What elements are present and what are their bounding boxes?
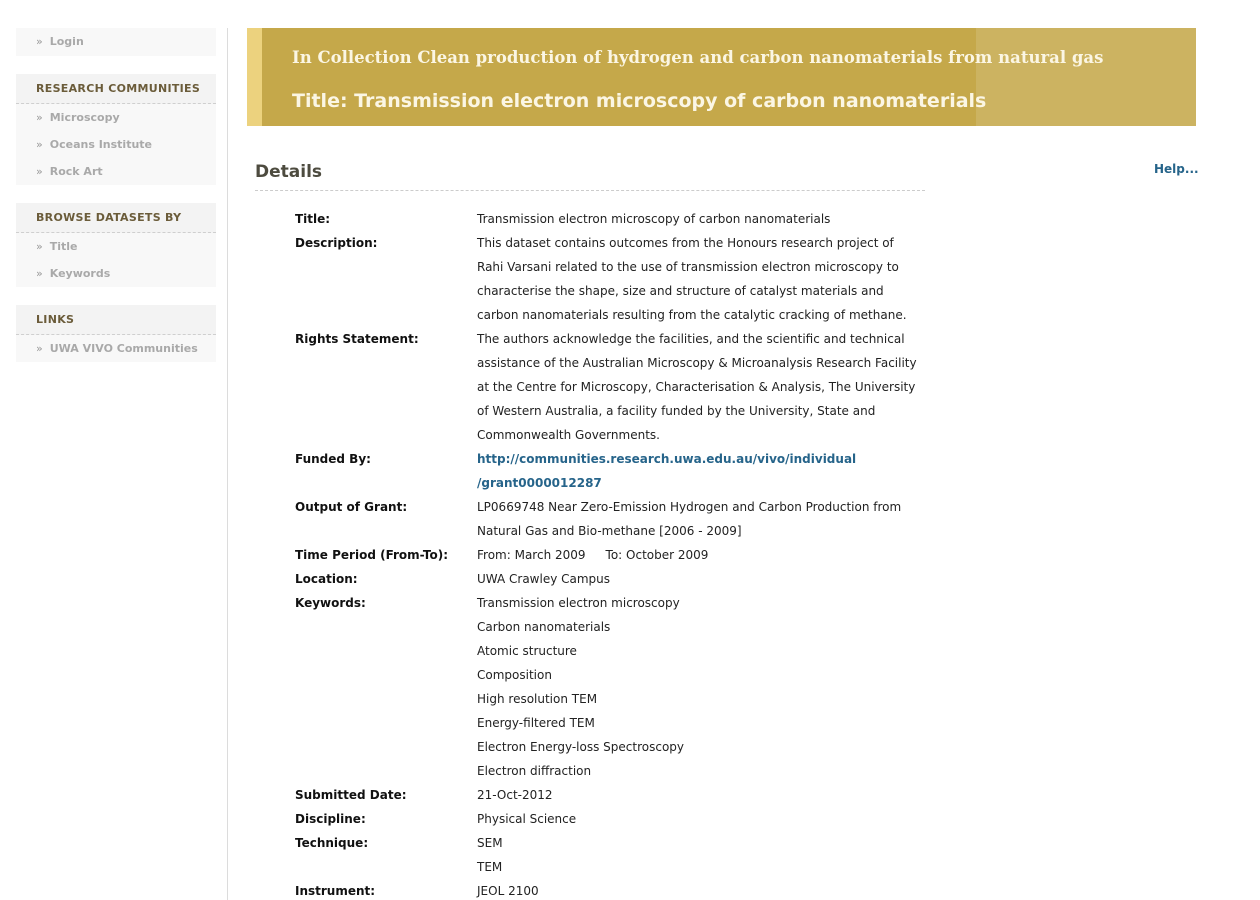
sidebar-item-label: Title <box>49 240 78 253</box>
field-instrument <box>295 879 955 900</box>
time-from: From: March 2009 <box>477 548 586 562</box>
field-label: Keywords: <box>295 596 366 610</box>
field-value: LP0669748 Near Zero-Emission Hydrogen and Carbon Production from Natural Gas and Bio-methane [2006 - 2009] <box>477 500 902 538</box>
double-chevron-right-icon: » <box>36 240 43 253</box>
page-title: Title: Transmission electron microscopy of carbon nanomaterials <box>292 90 987 112</box>
field-value: Transmission electron microscopy of carbon nanomaterials <box>477 212 831 226</box>
field-submitted-date <box>295 783 955 807</box>
field-label: Description: <box>295 236 378 250</box>
links-heading: LINKS <box>16 305 216 335</box>
sidebar-item-uwa-vivo[interactable] <box>16 335 216 362</box>
browse-datasets-heading: BROWSE DATASETS BY <box>16 203 216 233</box>
sidebar-item-label: Microscopy <box>49 111 120 124</box>
help-link[interactable]: Help... <box>1154 162 1199 176</box>
research-communities-block <box>16 74 216 185</box>
details-heading: Details <box>255 162 323 182</box>
field-label: Time Period (From-To): <box>295 548 449 562</box>
sidebar-item-label: Login <box>49 35 84 48</box>
keyword: Transmission electron microscopy <box>477 596 680 610</box>
field-value <box>477 591 947 783</box>
field-value <box>477 543 947 567</box>
field-value: This dataset contains outcomes from the Honours research project of Rahi Varsani related to the use of transmission electron microscopy to characterise the shape, size and structure of catalyst materials and carbon nanomaterials resulting from the catalytic cracking of methane. <box>477 236 907 322</box>
field-keywords <box>295 591 955 783</box>
details-list <box>295 207 955 900</box>
sidebar-item-title[interactable] <box>16 233 216 260</box>
field-output-of-grant <box>295 495 955 543</box>
sidebar-item-label: Keywords <box>49 267 111 280</box>
details-divider <box>255 190 925 191</box>
field-label: Funded By: <box>295 452 371 466</box>
keyword: Electron Energy-loss Spectroscopy <box>477 740 684 754</box>
sidebar-item-keywords[interactable] <box>16 260 216 287</box>
keyword: Atomic structure <box>477 644 577 658</box>
field-value: SEM TEM <box>477 836 503 874</box>
banner-accent-stripe <box>247 28 262 126</box>
field-value <box>477 447 947 495</box>
field-value: UWA Crawley Campus <box>477 572 611 586</box>
field-rights-statement <box>295 327 955 447</box>
browse-datasets-block <box>16 203 216 287</box>
field-title <box>295 207 955 231</box>
sidebar-item-oceans-institute[interactable] <box>16 131 216 158</box>
field-location <box>295 567 955 591</box>
grant-link[interactable]: http://communities.research.uwa.edu.au/vivo/individual /grant0000012287 <box>477 452 857 490</box>
keyword: High resolution TEM <box>477 692 598 706</box>
sidebar-item-label: Oceans Institute <box>49 138 153 151</box>
links-block <box>16 305 216 362</box>
field-technique <box>295 831 955 879</box>
research-communities-heading: RESEARCH COMMUNITIES <box>16 74 216 104</box>
keyword: Electron diffraction <box>477 764 592 778</box>
field-value: The authors acknowledge the facilities, and the scientific and technical assistance of the Australian Microscopy & Microanalysis Research Facility at the Centre for Microscopy, Characterisation & Analysis, The University of Western Australia, a facility funded by the University, State and Commonwealth Governments. <box>477 332 917 442</box>
double-chevron-right-icon: » <box>36 165 43 178</box>
double-chevron-right-icon: » <box>36 111 43 124</box>
sidebar <box>16 28 216 380</box>
field-label: Title: <box>295 212 331 226</box>
field-label: Rights Statement: <box>295 332 419 346</box>
field-value: JEOL 2100 <box>477 884 539 898</box>
keyword: Carbon nanomaterials <box>477 620 611 634</box>
collection-name: In Collection Clean production of hydrogen and carbon nanomaterials from natural gas <box>292 48 1104 67</box>
sidebar-item-label: UWA VIVO Communities <box>49 342 198 355</box>
sidebar-item-microscopy[interactable] <box>16 104 216 131</box>
login-block <box>16 28 216 56</box>
sidebar-item-login[interactable] <box>16 28 216 56</box>
field-label: Instrument: <box>295 884 376 898</box>
double-chevron-right-icon: » <box>36 342 43 355</box>
field-funded-by <box>295 447 955 495</box>
field-label: Location: <box>295 572 358 586</box>
field-value: 21-Oct-2012 <box>477 788 553 802</box>
double-chevron-right-icon: » <box>36 267 43 280</box>
banner-texture <box>976 28 1196 126</box>
field-discipline <box>295 807 955 831</box>
field-label: Discipline: <box>295 812 366 826</box>
field-time-period <box>295 543 955 567</box>
collection-banner <box>247 28 1196 126</box>
double-chevron-right-icon: » <box>36 35 43 48</box>
field-label: Submitted Date: <box>295 788 407 802</box>
double-chevron-right-icon: » <box>36 138 43 151</box>
field-label: Output of Grant: <box>295 500 408 514</box>
field-label: Technique: <box>295 836 369 850</box>
keyword: Energy-filtered TEM <box>477 716 595 730</box>
field-description <box>295 231 955 327</box>
sidebar-item-rock-art[interactable] <box>16 158 216 185</box>
time-to: To: October 2009 <box>605 548 709 562</box>
keyword: Composition <box>477 668 552 682</box>
field-value: Physical Science <box>477 812 577 826</box>
sidebar-item-label: Rock Art <box>49 165 103 178</box>
sidebar-divider <box>227 28 228 900</box>
